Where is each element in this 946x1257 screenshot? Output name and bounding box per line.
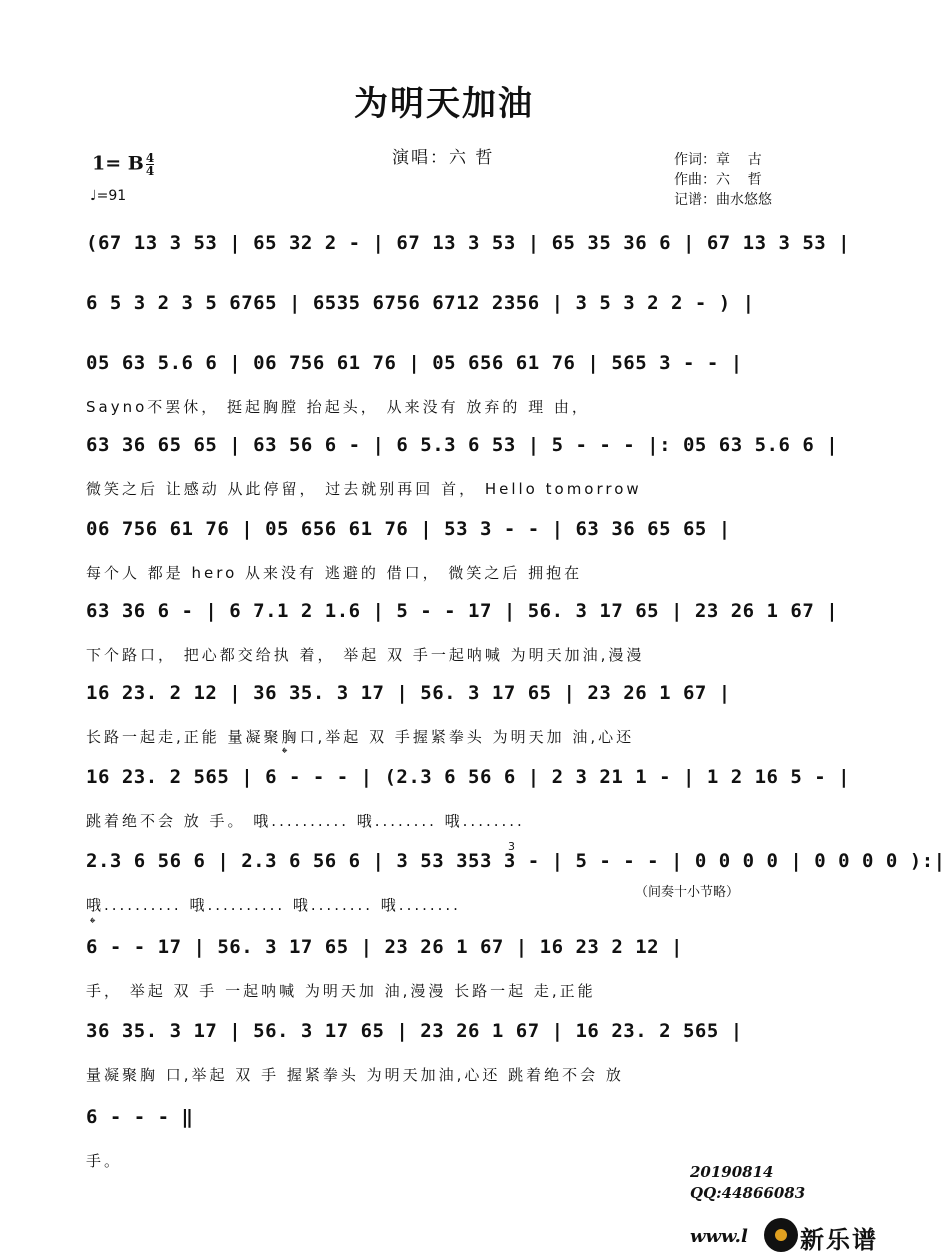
notation-line: 2.3 6 56 6 | 2.3 6 56 6 | 3 53 353 3 - | 5 - - - | 0 0 0 0 | 0 0 0 0 ):|: [86, 850, 946, 872]
lyricist-credit: 作词：章 古: [674, 152, 762, 168]
qq-contact: QQ:44866083: [690, 1184, 806, 1202]
time-bottom: 4: [145, 164, 155, 178]
lyric-line: Sayno不罢休， 挺起胸膛 抬起头， 从来没有 放弃的 理 由，: [86, 398, 590, 416]
footer-info: [690, 1162, 805, 1204]
time-top: 4: [145, 151, 155, 165]
lyric-line: 微笑之后 让感动 从此停留， 过去就别再回 首， Hello tomorrow: [86, 480, 642, 498]
notation-line: 6 - - - ‖: [86, 1106, 194, 1128]
lyric-line: 长路一起走,正能 量凝聚胸口,举起 双 手握紧拳头 为明天加 油,心还: [86, 728, 635, 746]
lyric-line: 下个路口， 把心都交给执 着， 举起 双 手一起呐喊 为明天加油,漫漫: [86, 646, 645, 664]
lyric-line: 每个人 都是 hero 从来没有 逃避的 借口， 微笑之后 拥抱在: [86, 564, 583, 582]
notation-line: (67 13 3 53 | 65 32 2 - | 67 13 3 53 | 65 35 36 6 | 67 13 3 53 |: [86, 232, 851, 254]
lyric-line: 手。: [86, 1152, 123, 1170]
lyric-line: 哦.......... 哦.......... 哦........ 哦........: [86, 896, 461, 914]
notation-line: 16 23. 2 565 | 6 - - - | (2.3 6 56 6 | 2 3 21 1 - | 1 2 16 5 - |: [86, 766, 851, 788]
notation-line: 05 63 5.6 6 | 06 756 61 76 | 05 656 61 76 | 565 3 - - |: [86, 352, 743, 374]
site-logo: [690, 1216, 888, 1257]
coda-sign: 𝄌: [90, 914, 96, 932]
coda-sign: 𝄌: [282, 744, 288, 762]
lyric-line: 手， 举起 双 手 一起呐喊 为明天加 油,漫漫 长路一起 走,正能: [86, 982, 596, 1000]
time-signature: [146, 152, 154, 177]
notation-line: 36 35. 3 17 | 56. 3 17 65 | 23 26 1 67 | 16 23. 2 565 |: [86, 1020, 743, 1042]
lyric-line: 量凝聚胸 口,举起 双 手 握紧拳头 为明天加油,心还 跳着绝不会 放: [86, 1066, 624, 1084]
site-url: www.l: [690, 1226, 748, 1247]
song-title: 为明天加油: [354, 84, 534, 124]
volta-number: 3: [508, 840, 515, 853]
credits-block: [674, 150, 772, 210]
interlude-note: （间奏十小节略）: [635, 885, 740, 900]
record-disc-icon: [764, 1218, 798, 1252]
transcription-date: 20190814: [690, 1163, 774, 1181]
lyric-line: 跳着绝不会 放 手。 哦.......... 哦........ 哦........: [86, 812, 525, 830]
notation-line: 16 23. 2 12 | 36 35. 3 17 | 56. 3 17 65 | 23 26 1 67 |: [86, 682, 731, 704]
singer-credit: 演唱：六 哲: [392, 148, 495, 168]
brand-name: 新乐谱: [800, 1226, 878, 1254]
notation-line: 06 756 61 76 | 05 656 61 76 | 53 3 - - | 63 36 65 65 |: [86, 518, 731, 540]
key-signature: [92, 152, 154, 177]
tempo-marking: ♩=91: [90, 188, 127, 204]
key-label: 1= B: [92, 152, 144, 175]
notation-line: 6 5 3 2 3 5 6765 | 6535 6756 6712 2356 | 3 5 3 2 2 - ) |: [86, 292, 755, 314]
notation-line: 6 - - 17 | 56. 3 17 65 | 23 26 1 67 | 16 23 2 12 |: [86, 936, 683, 958]
transcriber-credit: 记谱：曲水悠悠: [674, 192, 772, 208]
notation-line: 63 36 65 65 | 63 56 6 - | 6 5.3 6 53 | 5 - - - |: 05 63 5.6 6 |: [86, 434, 839, 456]
notation-line: 63 36 6 - | 6 7.1 2 1.6 | 5 - - 17 | 56. 3 17 65 | 23 26 1 67 |: [86, 600, 839, 622]
composer-credit: 作曲：六 哲: [674, 172, 762, 188]
